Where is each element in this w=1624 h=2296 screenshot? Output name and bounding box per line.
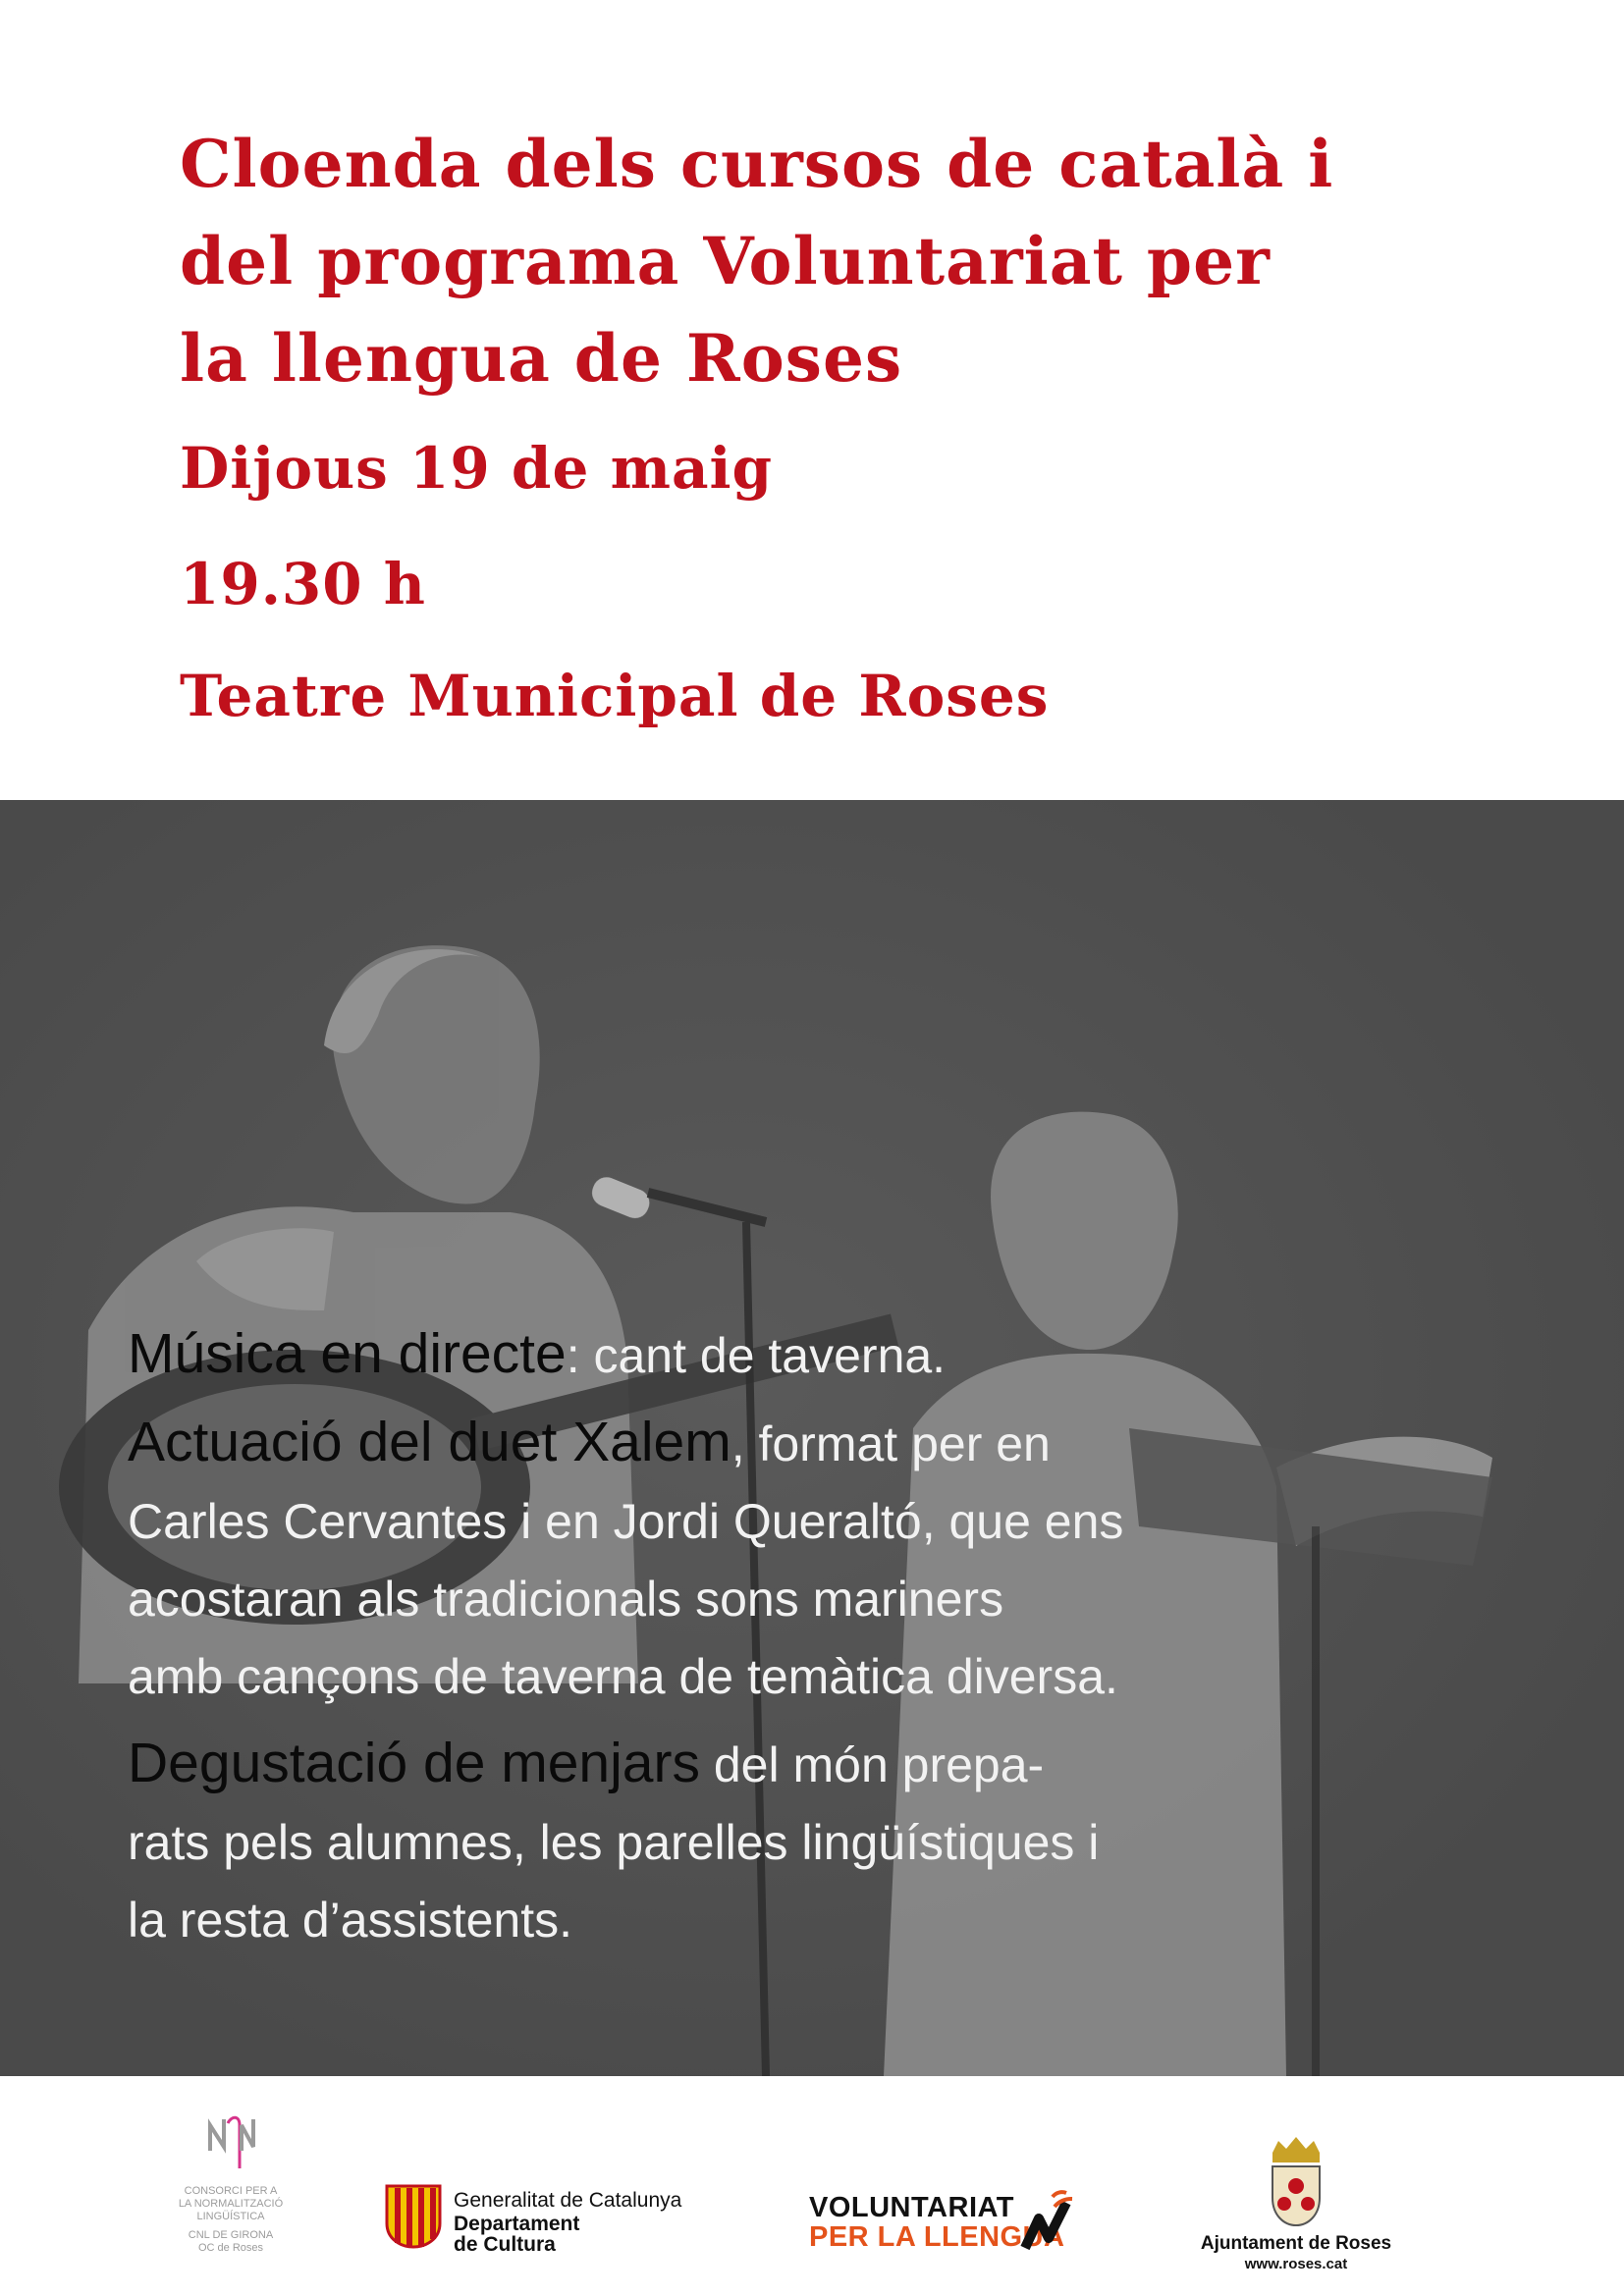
tasting-detail-line: rats pels alumnes, les parelles lingüístiques i — [128, 1815, 1100, 1870]
description-item-duet — [128, 1404, 1492, 1716]
duet-detail: , format per en — [731, 1416, 1051, 1471]
dept-line: de Cultura — [454, 2233, 556, 2256]
duet-detail-line: acostaran als tradicionals sons mariners — [128, 1572, 1004, 1627]
roses-name: Ajuntament de Roses — [1200, 2233, 1392, 2254]
roses-coat-of-arms-icon — [1265, 2135, 1327, 2229]
title-line: del programa Voluntariat per — [180, 223, 1271, 299]
cpnl-line: CONSORCI PER A — [184, 2185, 278, 2197]
poster-title — [180, 116, 1476, 407]
music-lead: Música en directe — [128, 1322, 567, 1385]
sponsor-logos — [0, 2076, 1624, 2296]
roses-url: www.roses.cat — [1244, 2256, 1348, 2272]
cpnl-emblem-icon — [204, 2111, 257, 2180]
poster-header — [0, 0, 1624, 800]
event-description — [128, 1315, 1492, 1968]
title-line: Cloenda dels cursos de català i — [180, 126, 1334, 202]
voluntariat-logo — [809, 2189, 1074, 2260]
duet-detail-line: amb cançons de taverna de temàtica diversa. — [128, 1649, 1118, 1704]
description-item-music — [128, 1315, 1492, 1395]
generalitat-dept — [454, 2214, 579, 2255]
generalitat-name: Generalitat de Catalunya — [454, 2189, 682, 2212]
cpnl-line: LINGÜÍSTICA — [196, 2211, 265, 2222]
dept-line: Departament — [454, 2213, 580, 2235]
cpnl-line: LA NORMALITZACIÓ — [178, 2198, 284, 2210]
description-item-tasting — [128, 1725, 1492, 1959]
title-line: la llengua de Roses — [180, 320, 903, 397]
event-date: Dijous 19 de maig — [180, 435, 774, 502]
cpnl-line: OC de Roses — [197, 2242, 264, 2254]
duet-detail-line: Carles Cervantes i en Jordi Queraltó, que ens — [128, 1494, 1124, 1549]
photo-band — [0, 800, 1624, 2076]
voluntariat-line2: PER LA LLENGUA — [809, 2221, 1065, 2253]
generalitat-logo — [383, 2184, 707, 2255]
voluntariat-line1: VOLUNTARIAT — [809, 2192, 1015, 2223]
cpnl-line: CNL DE GIRONA — [188, 2229, 274, 2241]
tasting-detail-line: la resta d’assistents. — [128, 1893, 572, 1948]
cpnl-logo — [157, 2111, 304, 2255]
speech-wave-icon — [1019, 2189, 1074, 2254]
duet-lead: Actuació del duet Xalem — [128, 1411, 731, 1473]
music-detail: : cant de taverna. — [566, 1328, 947, 1383]
roses-logo — [1173, 2135, 1419, 2272]
event-venue: Teatre Municipal de Roses — [180, 663, 1050, 729]
tasting-lead: Degustació de menjars — [128, 1732, 700, 1794]
event-time: 19.30 h — [180, 551, 426, 617]
senyera-shield-icon — [383, 2184, 444, 2249]
tasting-detail: del món prepa- — [699, 1737, 1045, 1792]
